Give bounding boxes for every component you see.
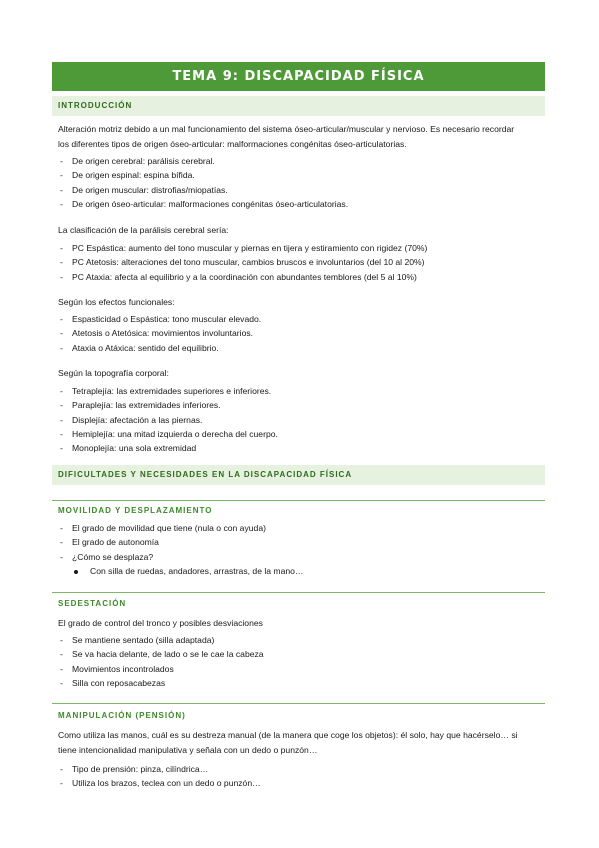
bullet-dot-icon <box>74 570 78 574</box>
list-item: - De origen óseo-articular: malformaciones congénitas óseo-articulatorias. <box>60 198 349 209</box>
divider <box>52 703 545 704</box>
list-item: - Hemiplejía: una mitad izquierda o derecha del cuerpo. <box>60 428 278 439</box>
list-item: - PC Atetosis: alteraciones del tono muscular, cambios bruscos e involuntarios (del 10 al 20%) <box>60 257 425 268</box>
list-item: - Se va hacia delante, de lado o se le cae la cabeza <box>60 649 264 660</box>
list-item: - Se mantiene sentado (silla adaptada) <box>60 635 215 645</box>
list-item: - El grado de movilidad que tiene (nula o con ayuda) <box>60 523 266 533</box>
page-title: TEMA 9: DISCAPACIDAD FÍSICA <box>52 62 545 91</box>
list-item: - Ataxia o Atáxica: sentido del equilibrio. <box>60 342 219 353</box>
mobility-sub-item: Con silla de ruedas, andadores, arrastras, de la mano… <box>74 566 304 577</box>
list-item: - Paraplejía: las extremidades inferiores. <box>60 400 221 411</box>
intro-paragraph-line-2: los diferentes tipos de origen óseo-articular: malformaciones congénitas óseo-articulatorias. <box>58 139 407 149</box>
list-item: - Tipo de prensión: pinza, cilíndrica… <box>60 764 209 774</box>
subheading-sedestacion: SEDESTACIÓN <box>58 599 127 608</box>
list-item: - Espasticidad o Espástica: tono muscular elevado. <box>60 314 262 324</box>
section-heading-dificultades: DIFICULTADES Y NECESIDADES EN LA DISCAPACIDAD FÍSICA <box>52 465 545 485</box>
list-item: - Utiliza los brazos, teclea con un dedo o punzón… <box>60 778 261 789</box>
list-item: - Displejía: afectación a las piernas. <box>60 414 203 425</box>
functional-effects-list <box>58 314 261 357</box>
list-item: - Tetraplejía: las extremidades superiores e inferiores. <box>60 386 272 396</box>
list-item: - Monoplejía: una sola extremidad <box>60 443 197 454</box>
list-item: - PC Ataxia: afecta al equilibrio y a la coordinación con abundantes temblores (del 5 al 10%) <box>60 271 417 282</box>
divider <box>52 500 545 501</box>
manipulation-paragraph-line-1: Como utiliza las manos, cuál es su destreza manual (de la manera que coge los objetos): él solo, hay que hacérselo… si <box>58 730 518 740</box>
section-heading-introduccion: INTRODUCCIÓN <box>52 96 545 116</box>
list-item: - Silla con reposacabezas <box>60 677 166 688</box>
list-item: - Movimientos incontrolados <box>60 663 174 674</box>
topography-intro: Según la topografía corporal: <box>58 368 169 378</box>
list-item: - ¿Cómo se desplaza? <box>60 551 154 562</box>
manipulation-paragraph-line-2: tiene intencionalidad manipulativa y señala con un dedo o punzón… <box>58 745 318 755</box>
list-item: - El grado de autonomía <box>60 537 159 548</box>
subheading-movilidad: MOVILIDAD Y DESPLAZAMIENTO <box>58 506 213 515</box>
pc-types-list <box>58 243 427 286</box>
subheading-manipulacion: MANIPULACIÓN (PENSIÓN) <box>58 711 186 720</box>
sitting-intro: El grado de control del tronco y posibles desviaciones <box>58 618 263 628</box>
mobility-list <box>58 523 266 566</box>
functional-effects-intro: Según los efectos funcionales: <box>58 297 175 307</box>
sitting-list <box>58 635 264 692</box>
list-item: - Atetosis o Atetósica: movimientos involuntarios. <box>60 328 254 339</box>
list-item: - De origen espinal: espina bífida. <box>60 170 195 181</box>
topography-list <box>58 386 278 457</box>
list-item: - De origen cerebral: parálisis cerebral. <box>60 156 215 166</box>
list-item: - De origen muscular: distrofias/miopatías. <box>60 184 228 195</box>
list-item: - PC Espástica: aumento del tono muscular y piernas en tijera y estiramiento con rigidez (70%) <box>60 243 428 253</box>
pc-classification-intro: La clasificación de la parálisis cerebral sería: <box>58 225 229 235</box>
manipulation-list <box>58 764 261 793</box>
intro-paragraph-line-1: Alteración motriz debido a un mal funcionamiento del sistema óseo-articular/muscular y nervioso. Es necesario recordar <box>58 124 515 134</box>
origin-list <box>58 156 348 213</box>
divider <box>52 592 545 593</box>
